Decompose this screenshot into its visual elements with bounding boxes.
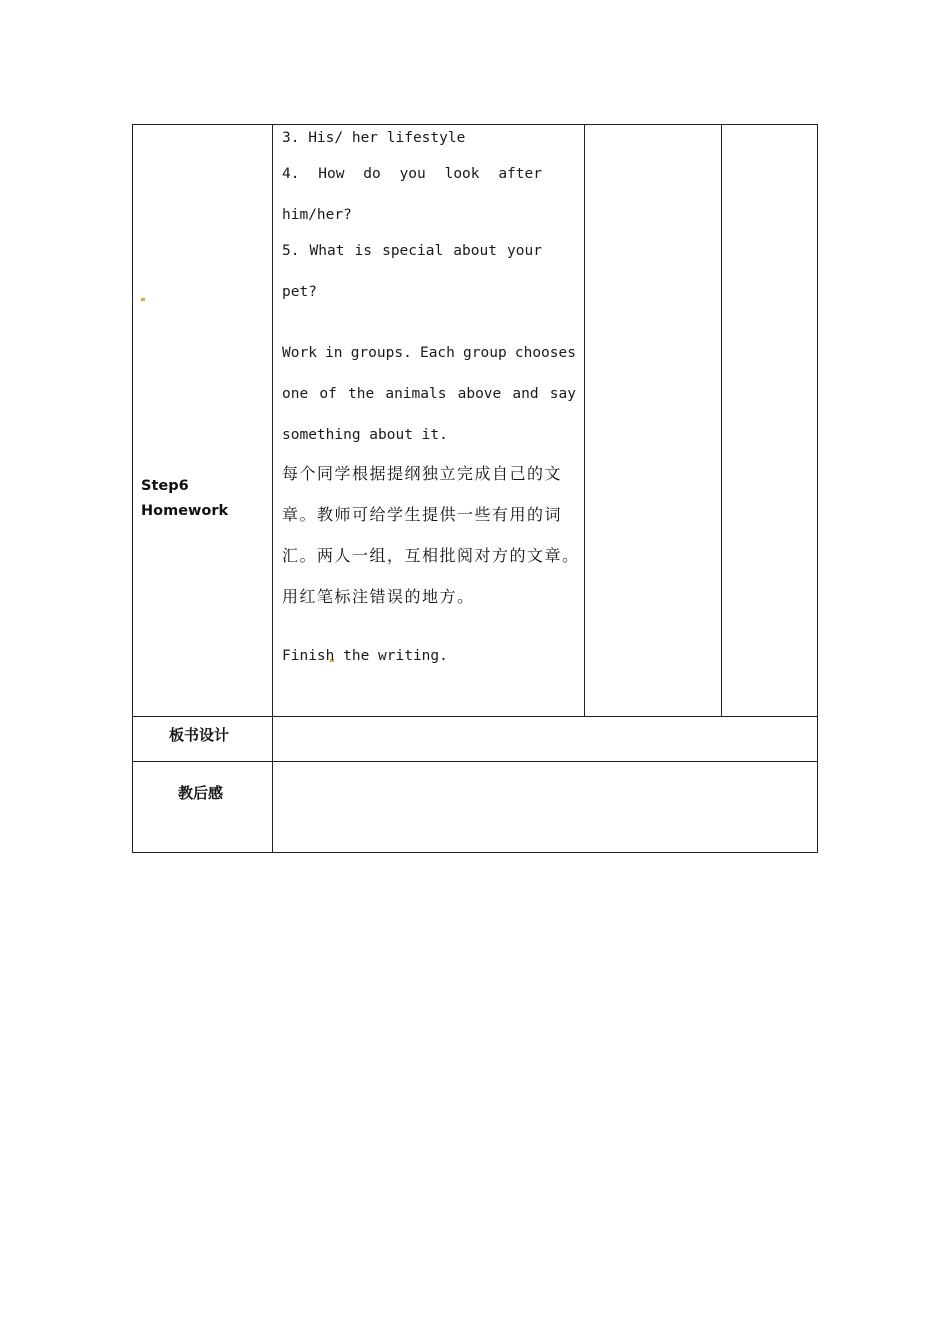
- column-divider-1: [272, 124, 273, 853]
- outline-item-3: 3. His/ her lifestyle: [282, 130, 466, 146]
- group-work-line-2: one of the animals above and say: [282, 386, 576, 402]
- table-border-bottom: [132, 852, 818, 853]
- outline-item-5-cont: pet?: [282, 284, 317, 300]
- row-divider-2: [132, 761, 818, 762]
- column-divider-3: [721, 124, 722, 717]
- decorative-mark: [141, 298, 145, 301]
- reflection-label: 教后感: [178, 784, 224, 802]
- outline-item-4: 4. How do you look after: [282, 166, 542, 182]
- group-work-line-1: Work in groups. Each group chooses: [282, 345, 576, 361]
- chinese-instruction-line-1: 每个同学根据提纲独立完成自己的文: [282, 464, 563, 483]
- step-label: Step6: [141, 478, 189, 494]
- homework-text: Finish the writing.: [282, 648, 448, 664]
- board-design-label: 板书设计: [169, 726, 230, 744]
- table-border-top: [132, 124, 818, 125]
- table-border-right: [817, 124, 818, 853]
- outline-item-4-cont: him/her?: [282, 207, 352, 223]
- chinese-instruction-line-4: 用红笔标注错误的地方。: [282, 587, 475, 606]
- outline-item-5: 5. What is special about your: [282, 243, 542, 259]
- row-divider-1: [132, 716, 818, 717]
- step-label-homework: Homework: [141, 503, 229, 519]
- chinese-instruction-line-3: 汇。两人一组，互相批阅对方的文章。: [282, 546, 580, 565]
- table-border-left: [132, 124, 133, 853]
- column-divider-2: [584, 124, 585, 717]
- chinese-instruction-line-2: 章。教师可给学生提供一些有用的词: [282, 505, 563, 524]
- group-work-line-3: something about it.: [282, 427, 448, 443]
